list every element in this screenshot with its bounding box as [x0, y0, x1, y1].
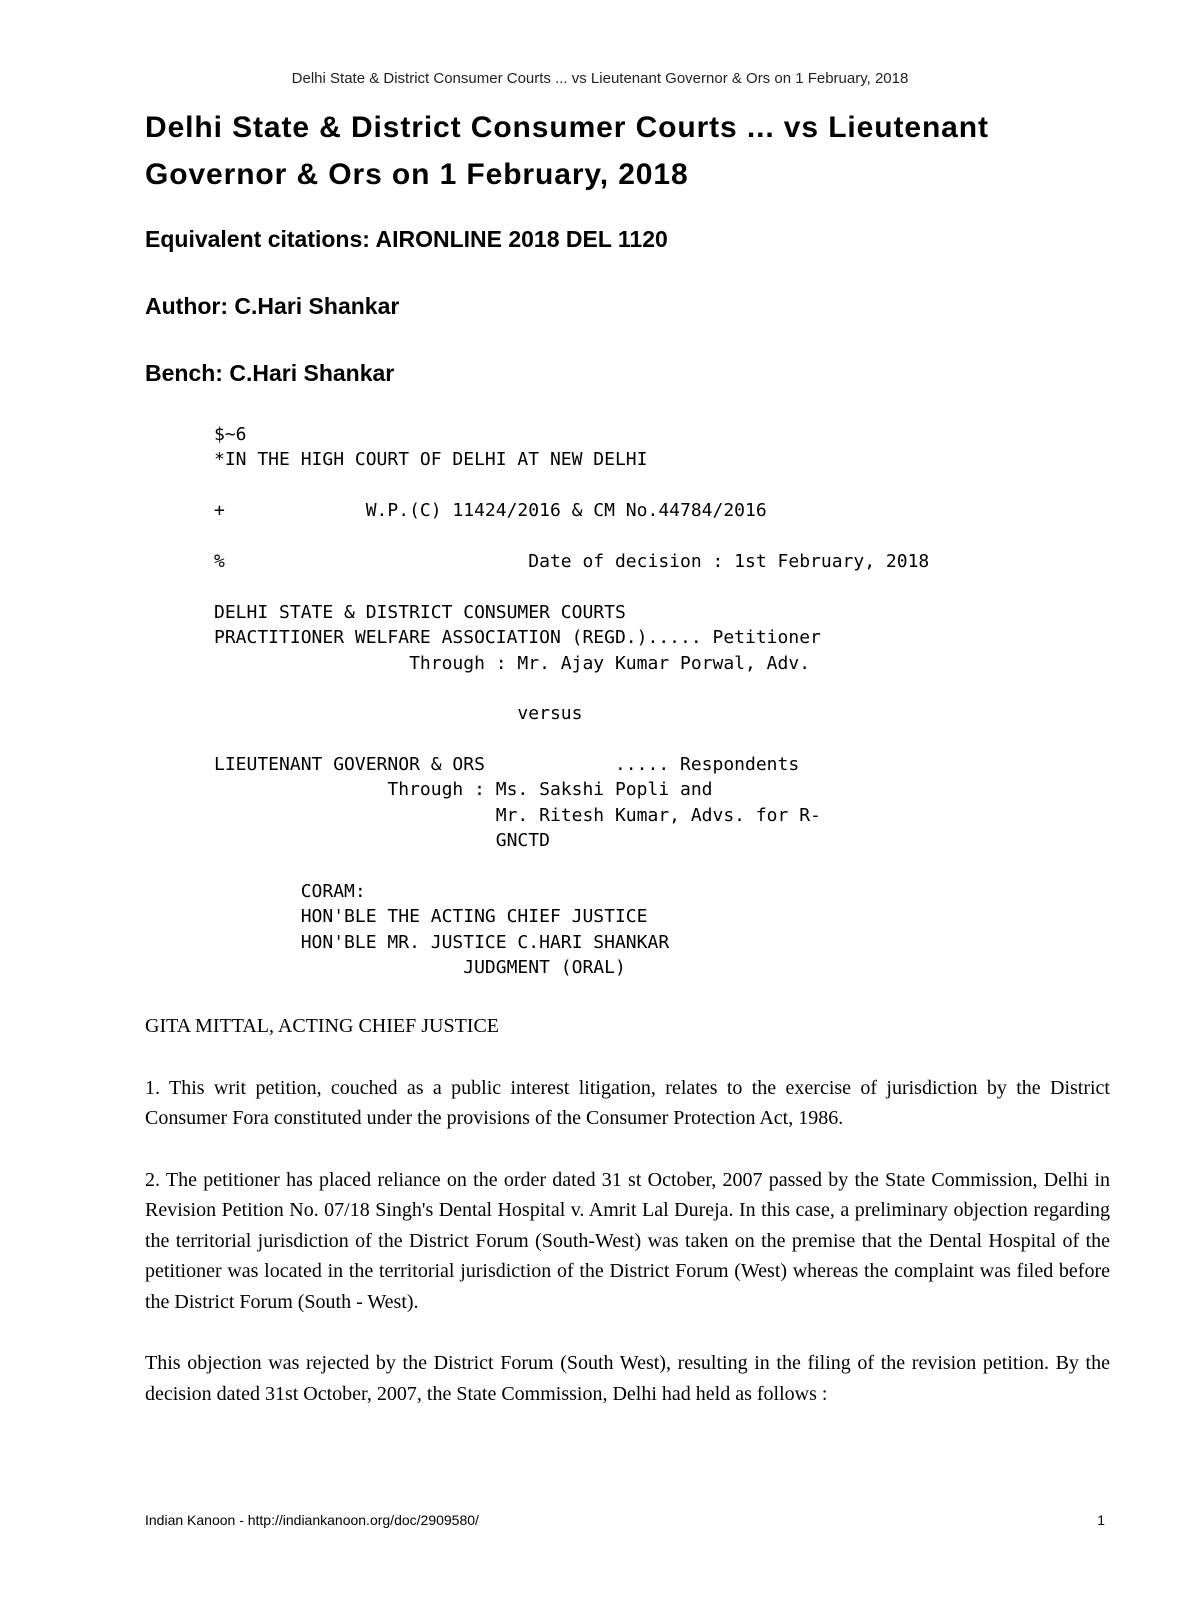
case-header-line: + W.P.(C) 11424/2016 & CM No.44784/2016: [214, 500, 767, 522]
case-header-line: DELHI STATE & DISTRICT CONSUMER COURTS: [214, 601, 626, 623]
page-footer: [145, 1512, 1105, 1528]
case-header-line: *IN THE HIGH COURT OF DELHI AT NEW DELHI: [214, 449, 648, 471]
document-title: Delhi State & District Consumer Courts ... vs Lieutenant Governor & Ors on 1 February, 2018: [145, 111, 989, 191]
case-header-line: [214, 727, 929, 752]
case-header-line: versus: [214, 703, 583, 725]
case-header-line: Mr. Ritesh Kumar, Advs. for R-: [214, 804, 821, 826]
case-header-line: % Date of decision : 1st February, 2018: [214, 550, 930, 572]
case-header-line: [214, 574, 929, 599]
case-header-line: Through : Ms. Sakshi Popli and: [214, 779, 713, 801]
judge-name: GITA MITTAL, ACTING CHIEF JUSTICE: [145, 1015, 500, 1037]
paragraph: 2. The petitioner has placed reliance on the order dated 31 st October, 2007 passed by the State Commission, Delhi in Revision Petition No. 07/18 Singh's Dental Hospital v. Amrit Lal Dureja. In this case, a preliminary objection regarding the territorial jurisdiction of the District Forum (South-West) was taken on the premise that the Dental Hospital of the petitioner was located in the territorial jurisdiction of the District Forum (West) whereas the complaint was filed before the District Forum (South - West).: [145, 1168, 1110, 1313]
case-header-line: CORAM:: [214, 881, 366, 903]
case-header-block: [214, 422, 929, 981]
bench: Bench: C.Hari Shankar: [145, 360, 395, 386]
case-header-line: JUDGMENT (ORAL): [214, 957, 626, 979]
case-header-line: $~6: [214, 424, 247, 445]
case-header-line: HON'BLE MR. JUSTICE C.HARI SHANKAR: [214, 931, 670, 953]
case-header-line: [214, 524, 929, 549]
case-header-line: PRACTITIONER WELFARE ASSOCIATION (REGD.)..... Petitioner: [214, 627, 821, 649]
page-number: 1: [1097, 1512, 1105, 1528]
case-header-line: Through : Mr. Ajay Kumar Porwal, Adv.: [214, 652, 811, 674]
footer-source-link[interactable]: Indian Kanoon - http://indiankanoon.org/doc/2909580/: [145, 1512, 479, 1528]
paragraph: 1. This writ petition, couched as a public interest litigation, relates to the exercise of jurisdiction by the District Consumer Fora constituted under the provisions of the Consumer Protection Act, 1986.: [145, 1076, 1110, 1129]
case-header-line: LIEUTENANT GOVERNOR & ORS ..... Respondents: [214, 754, 800, 776]
judgment-body: [145, 1011, 1110, 1440]
running-header: Delhi State & District Consumer Courts ... vs Lieutenant Governor & Ors on 1 February, 2018: [291, 70, 909, 87]
case-header-line: [214, 473, 929, 498]
case-header-line: [214, 676, 929, 701]
author: Author: C.Hari Shankar: [145, 293, 400, 319]
case-header-line: [214, 854, 929, 879]
equivalent-citations: Equivalent citations: AIRONLINE 2018 DEL 1120: [145, 226, 668, 252]
paragraph: This objection was rejected by the District Forum (South West), resulting in the filing of the revision petition. By the decision dated 31st October, 2007, the State Commission, Delhi had held as follows :: [145, 1352, 1110, 1405]
case-header-line: HON'BLE THE ACTING CHIEF JUSTICE: [214, 906, 648, 928]
case-header-line: GNCTD: [214, 830, 550, 852]
